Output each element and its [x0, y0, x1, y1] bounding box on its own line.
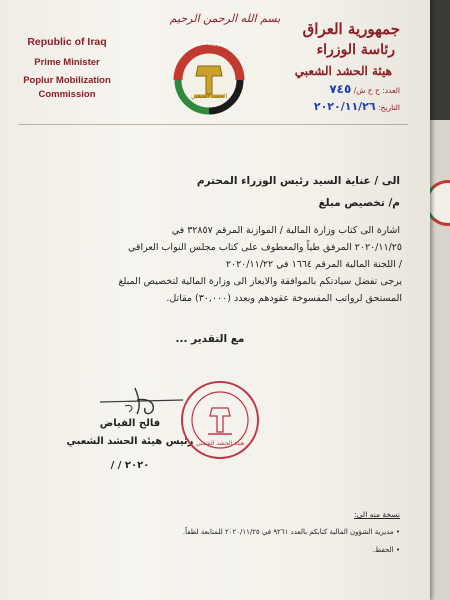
- emblem-caption: الحشد الشعبي: [190, 93, 228, 100]
- pmf-emblem-logo: [168, 36, 250, 118]
- header-ar-commission: هيئة الحشد الشعبي: [294, 64, 392, 78]
- cc-item-1-text: مديرية الشؤون المالية كتابكم بالعدد ٩٢٦١ في ٢٠٢٠/١١/٢٥ للمتابعة لطفاً.: [182, 528, 394, 536]
- signature: [95, 380, 185, 420]
- header-ar-country: جمهورية العراق: [302, 20, 400, 38]
- cc-bullet-2: •: [393, 546, 400, 554]
- signatory-date: / / ٢٠٢٠: [110, 460, 150, 471]
- body-line-5: المستحق لرواتب المفسوخة عقودهم وبعدد (٣٠,٠٠٠) مقاتل.: [166, 293, 402, 304]
- cc-item-2-text: الحفظ.: [372, 546, 394, 554]
- body-line-4: يرجى تفضل سيادتكم بالموافقة والايعاز الى وزارة المالية لتخصيص المبلغ: [118, 276, 402, 287]
- reference-number-label: العدد: ح ح ش/: [353, 86, 400, 95]
- header-en-commission-2: Commission: [38, 89, 96, 100]
- reference-number-value: ٧٤٥: [329, 82, 352, 96]
- header-en-country: Republic of Iraq: [27, 36, 107, 48]
- emblem-top-text: جمهورية العراق: [192, 41, 226, 47]
- stamp-ring-text: هيئة الحشد الشعبي: [195, 440, 245, 447]
- signatory-name: فالح الفياض: [99, 418, 161, 429]
- signatory-title: رئيس هيئة الحشد الشعبي: [66, 436, 194, 447]
- header-ar-office: رئاسة الوزراء: [316, 42, 395, 58]
- reference-date-value: ٢٠٢٠/١١/٢٦: [313, 100, 376, 113]
- subject-line: م/ تخصيص مبلغ: [318, 197, 400, 209]
- body-line-1: اشارة الى كتاب وزارة المالية / الموازنة المرقم ٣٢٨٥٧ في: [171, 225, 400, 236]
- reference-date-label: التاريخ:: [378, 103, 400, 112]
- cc-item-1: [70, 528, 400, 536]
- reference-number: [250, 82, 400, 96]
- header-divider: [18, 124, 408, 125]
- header-en-office: Prime Minister: [34, 57, 100, 68]
- header-en-commission: Poplur Mobilization: [23, 75, 111, 86]
- body-line-2: ٢٠٢٠/١١/٢٥ المرفق طياً والمعطوف على كتاب مجلس النواب العراقي: [128, 242, 402, 253]
- reference-date: [255, 100, 400, 113]
- cc-item-2: [300, 546, 400, 554]
- basmala: بسم الله الرحمن الرحيم: [169, 12, 281, 25]
- cc-bullet-1: •: [393, 528, 400, 536]
- body-line-3: / اللجنة المالية المرقم ١٦٦٤ في ٢٠٢٠/١١/٢٢: [225, 259, 402, 270]
- closing-text: مع التقدير ...: [175, 333, 245, 345]
- recipient-line: الى / عناية السيد رئيس الوزراء المحترم: [196, 175, 400, 187]
- cc-heading: نسخة منه الى:: [354, 510, 400, 519]
- official-stamp: [178, 378, 262, 462]
